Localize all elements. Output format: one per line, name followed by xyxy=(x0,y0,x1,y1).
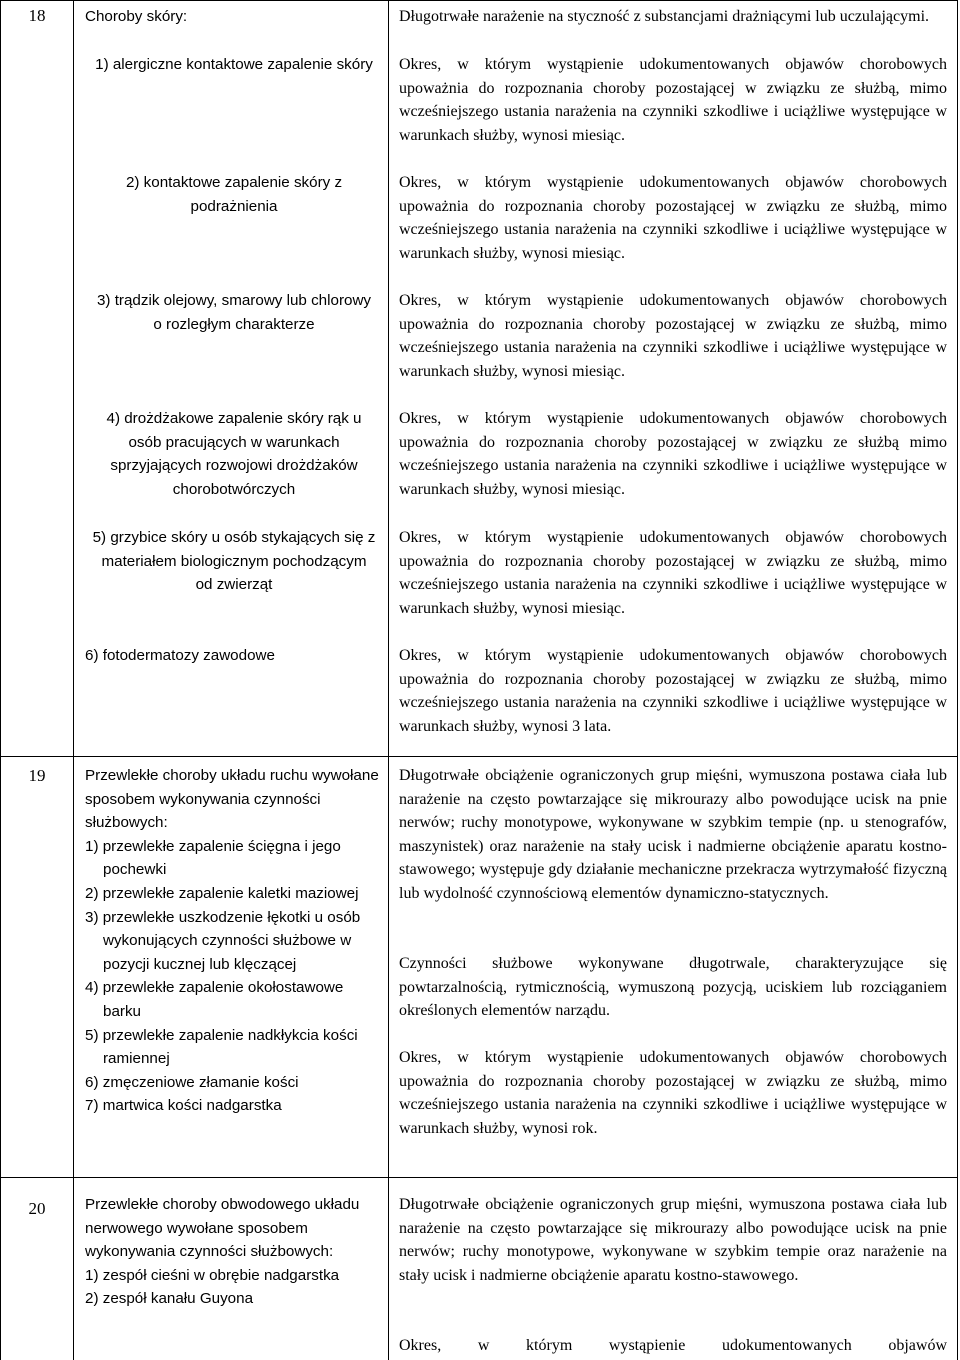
row-number: 18 xyxy=(28,6,46,25)
period-text: Okres, w którym wystąpienie udokumentowanych objawów xyxy=(399,1337,947,1354)
disease-item: 1) alergiczne kontaktowe zapalenie skóry xyxy=(95,56,373,73)
exposure-text: Długotrwałe obciążenie ograniczonych grup mięśni, wymuszona postawa ciała lub narażenie na często powtarzające się mikrourazy albo powodujące ucisk na pnie nerwów; ruchy monotypowe, wykonywane w szybkim tempie oraz narażenie na stały ucisk i nadmierne obciążenie aparatu kostno-stawowego. xyxy=(399,1196,947,1284)
disease-item: 6) zmęczeniowe złamanie kości xyxy=(85,1073,299,1091)
exposure-text: Długotrwałe obciążenie ograniczonych grup mięśni, wymuszona postawa ciała lub narażenie na często powtarzające się mikrourazy albo powodujące ucisk na pnie nerwów; ruchy monotypowe, wykonywane w szybkim tempie (np. u stenografów, maszynistek) oraz narażenie na stały ucisk i nadmierne obciążenie aparatu kostno-stawowego; występuje gdy działanie mechaniczne przekracza wytrzymałość fizyczną lub wydolność czynnościową elementów dynamiczno-statycznych. xyxy=(399,767,947,902)
disease-item: 3) trądzik olejowy, smarowy lub chlorowy o rozległym charakterze xyxy=(96,292,372,333)
disease-item: 4) drożdżakowe zapalenie skóry rąk u osób pracujących w warunkach sprzyjających rozwojowi drożdżaków chorobotwórczych xyxy=(106,410,362,498)
column-divider xyxy=(73,1,74,1360)
period-text: Okres, w którym wystąpienie udokumentowanych objawów chorobowych upoważnia do rozpoznania choroby pozostającej w związku ze służbą, mimo wcześniejszego ustania narażenia na czynniki szkodliwe i uciążliwe występujące w warunkach służby, wynosi miesiąc. xyxy=(399,292,947,380)
row-divider xyxy=(1,756,957,757)
disease-item: 1) zespół cieśni w obrębie nadgarstka xyxy=(85,1266,340,1284)
disease-group xyxy=(85,1193,381,1311)
disease-item: 2) przewlekłe zapalenie kaletki maziowej xyxy=(85,884,359,902)
disease-item: 7) martwica kości nadgarstka xyxy=(85,1097,282,1115)
row-title: Przewlekłe choroby obwodowego układu nerwowego wywołane sposobem wykonywania czynności służbowych: xyxy=(85,1196,360,1261)
row-number: 20 xyxy=(28,1199,46,1218)
disease-item: 2) kontaktowe zapalenie skóry z podrażnienia xyxy=(125,174,343,215)
column-divider xyxy=(388,1,389,1360)
period-text: Okres, w którym wystąpienie udokumentowanych objawów chorobowych upoważnia do rozpoznania choroby pozostającej w związku ze służbą, mimo wcześniejszego ustania narażenia na czynniki szkodliwe i uciążliwe występujące w warunkach służby, wynosi miesiąc. xyxy=(399,174,947,262)
row-number: 19 xyxy=(28,766,46,785)
period-text: Okres, w którym wystąpienie udokumentowanych objawów chorobowych upoważnia do rozpoznania choroby pozostającej w związku ze służbą mimo wcześniejszego ustania narażenia na czynniki szkodliwe i uciążliwe występujące w warunkach służby, wynosi miesiąc. xyxy=(399,410,947,498)
exposure-text: Długotrwałe narażenie na styczność z substancjami drażniącymi lub uczulającymi. xyxy=(399,8,930,25)
period-text: Okres, w którym wystąpienie udokumentowanych objawów chorobowych upoważnia do rozpoznania choroby pozostającej w związku ze służbą, mimo wcześniejszego ustania narażenia na czynniki szkodliwe i uciążliwe występujące w warunkach służby, wynosi 3 lata. xyxy=(399,647,947,735)
row-title: Przewlekłe choroby układu ruchu wywołane sposobem wykonywania czynności służbowych: xyxy=(85,767,379,832)
disease-item: 6) fotodermatozy zawodowe xyxy=(85,647,275,664)
period-text: Okres, w którym wystąpienie udokumentowanych objawów chorobowych upoważnia do rozpoznania choroby pozostającej w związku ze służbą, mimo wcześniejszego ustania narażenia na czynniki szkodliwe i uciążliwe występujące w warunkach służby, wynosi miesiąc. xyxy=(399,56,947,144)
disease-item: 5) grzybice skóry u osób stykających się z materiałem biologicznym pochodzącym od zwierząt xyxy=(92,529,376,594)
exposure-text: Czynności służbowe wykonywane długotrwale, charakteryzujące się powtarzalnością, rytmicznością, wymuszoną pozycją, uciskiem lub rozciąganiem określonych elementów narządu. xyxy=(399,955,947,1020)
disease-item: 2) zespół kanału Guyona xyxy=(85,1290,254,1308)
period-text: Okres, w którym wystąpienie udokumentowanych objawów chorobowych upoważnia do rozpoznania choroby pozostającej w związku ze służbą, mimo wcześniejszego ustania narażenia na czynniki szkodliwe i uciążliwe występujące w warunkach służby, wynosi miesiąc. xyxy=(399,529,947,617)
period-text: Okres, w którym wystąpienie udokumentowanych objawów chorobowych upoważnia do rozpoznania choroby pozostającej w związku ze służbą, mimo wcześniejszego ustania narażenia na czynniki szkodliwe i uciążliwe występujące w warunkach służby, wynosi rok. xyxy=(399,1049,947,1137)
disease-item: 3) przewlekłe uszkodzenie łękotki u osób wykonujących czynności służbowe w pozycji kucznej lub klęczącej xyxy=(85,908,361,973)
disease-item: 5) przewlekłe zapalenie nadkłykcia kości ramiennej xyxy=(85,1026,358,1068)
row-divider xyxy=(1,1177,957,1178)
row-title: Choroby skóry: xyxy=(85,8,188,25)
disease-group xyxy=(85,764,381,1118)
disease-item: 4) przewlekłe zapalenie okołostawowe barku xyxy=(85,979,344,1020)
disease-item: 1) przewlekłe zapalenie ścięgna i jego pochewki xyxy=(85,837,341,879)
